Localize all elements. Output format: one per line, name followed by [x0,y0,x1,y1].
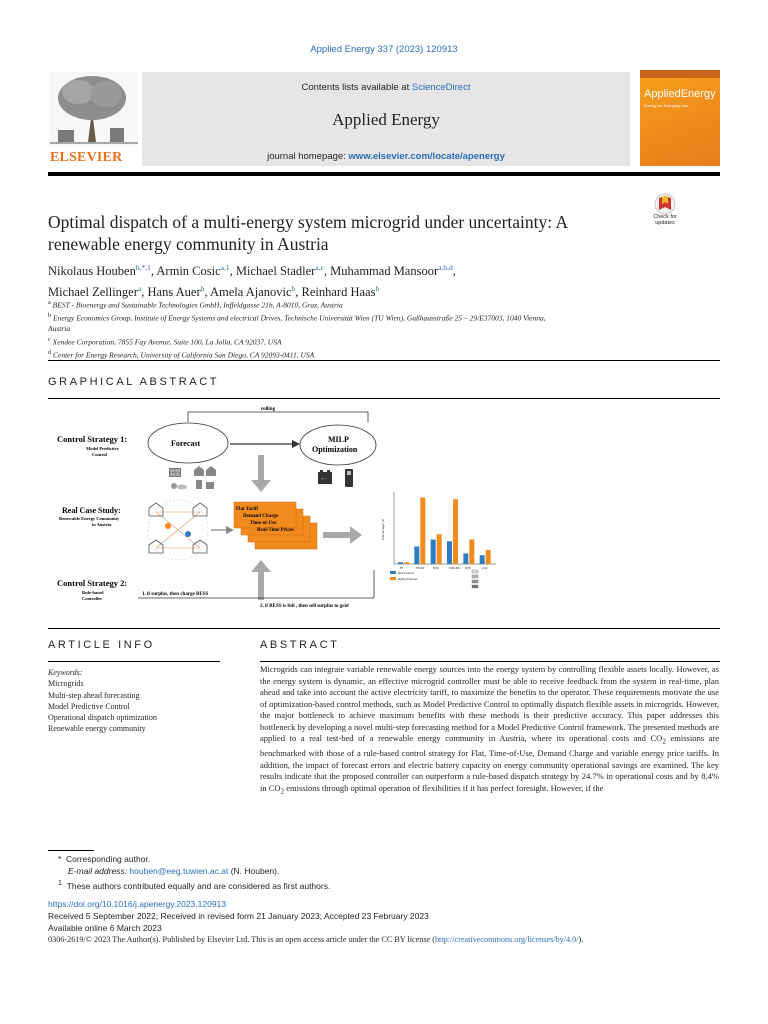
x-tick-label: FT-DC [416,566,425,570]
author-list [48,259,668,301]
down-arrow-icon [251,455,271,492]
abstract-subscript: 2 [280,787,285,796]
community-network-diagram [148,500,208,560]
strategy1-title: Control Strategy 1: [57,434,128,444]
abstract-rule [260,661,720,662]
legend-swatch-real [390,571,396,574]
abstract-part-1: Microgrids can integrate variable renewable energy sources into the energy system by controlling flexible assets locally. However, as the energy system is dynamic, an effective microgrid controller must be able to receive feedback from the system in real-time, plan ahead and take into account the active electricity tariff, to maximize the benefits to the operator. These requirements motivate the use of optimization-based control methods, such as Model Predictive Control to optimally dispatch flexible assets in microgrids. However, the major bottleneck to achieve maximum benefits with these methods is their predictive accuracy. This paper addresses this bottleneck by developing a novel multi-step forecasting method for a Model Predictive Control framework. The presented methods are applied to a real test-bed of a renewable energy community in Austria, where its operational costs and CO [260,664,719,743]
affiliation-item [48,348,548,361]
bar-co2-real [480,555,485,564]
corresponding-author-note: * Corresponding author. [58,854,151,864]
email-note [48,865,720,877]
bar-ft-dc-real [414,547,419,565]
author-affiliation-mark[interactable]: a [137,284,142,294]
affiliation-key: b [48,312,52,319]
x-tick-label: RTP [465,566,471,570]
keyword-item: Operational dispatch optimization [48,713,157,723]
author-name[interactable]: Nikolaus Houben [48,264,136,279]
up-arrow-icon [251,560,271,600]
bar-tou-real [431,540,436,565]
affiliation-item [48,298,548,311]
charger-icon [345,469,353,487]
journal-reference[interactable]: Applied Energy 337 (2023) 120913 [310,44,458,55]
affiliation-item [48,335,548,348]
case-study-sub2: in Austria [92,522,112,527]
email-suffix: (N. Houben). [228,866,280,876]
contents-line [142,82,630,93]
cover-subtitle: Energy for Everyday Use [644,103,689,108]
publication-info [48,898,748,946]
affiliation-item [48,311,548,335]
copyright-line [48,934,748,946]
masthead [48,70,720,174]
building-icon [196,480,214,489]
bar-rtp-perfect [469,540,474,565]
keyword-item: Model Predictive Control [48,701,130,711]
right-arrow-icon [323,526,362,544]
legend-label-real: Real forecast [398,571,414,575]
legend-label-perfect: Perfect Forecast [398,577,418,581]
legend-swatch-perfect [390,577,396,580]
milp-label-2: Optimization [312,445,358,454]
chart-ylabel: Cost Savings (%) [381,519,385,540]
bar-tou-dc-perfect [453,499,458,564]
abstract-part-3: emissions through optimal operation of flexibilities if it has perfect foresight. However, if the [284,782,604,793]
journal-cover-image[interactable] [640,70,720,166]
svg-text:+ −: + − [321,476,327,481]
abstract-heading: ABSTRACT [260,639,340,651]
footnotes [48,853,720,892]
article-info-rule [48,661,220,662]
footnote-rule [48,850,94,851]
author-separator: , [229,264,236,279]
author-name[interactable]: Amela Ajanovic [209,285,292,300]
abstract-part-2: emissions are benchmarked with those of a rule-based control strategy for Flat, Time-of-Use, Demand Charge and variable energy price tariffs. In addition, the impact of forecast errors and electric battery capacity on energy community operational savings are examined. The key results indicate that the proposed controller can outperform a rule-based dispatch strategy by 24.7% in operational costs and by 8.4% in CO [260,733,719,793]
cost-savings-chart [381,492,496,588]
author-name[interactable]: Armin Cosic [156,264,221,279]
doi-link[interactable]: https://doi.org/10.1016/j.apenergy.2023.120913 [48,899,227,909]
tariff-label-1: Demand Charge [243,514,279,519]
hatch-legend-icon [472,570,478,588]
copyright-suffix: ). [578,935,584,944]
milp-label-1: MILP [328,435,349,444]
homepage-line [142,151,630,162]
author-affiliation-mark[interactable]: a,1 [220,263,230,272]
check-for-updates-icon [645,193,685,215]
check-for-updates-badge[interactable] [645,193,685,229]
equal-contribution-text: These authors contributed equally and are considered as first authors. [66,880,331,891]
author-affiliation-mark[interactable]: b [200,284,205,294]
author-name[interactable]: Muhammad Mansoor [330,264,439,279]
keyword-item: Renewable energy community [48,724,146,734]
masthead-rule [48,172,720,176]
author-separator: , [204,285,210,300]
bar-rtp-real [463,554,468,565]
equal-contribution-note [48,877,720,892]
elsevier-tree-logo [48,70,140,170]
tariff-label-0: Flat Tariff [236,507,259,512]
author-name[interactable]: Michael Zellinger [48,285,138,300]
forecast-label: Forecast [171,439,201,448]
battery-icon [318,470,332,484]
x-tick-label: TOU [432,566,439,570]
house-icon [194,466,216,476]
author-affiliation-mark[interactable]: b,*,1 [135,263,151,272]
author-name[interactable]: Hans Auer [147,285,201,300]
received-dates: Received 5 September 2022; Received in revised form 21 January 2023; Accepted 23 February 2023 [48,911,429,921]
author-separator: , [323,264,331,279]
x-tick-label: CO2 [481,566,488,570]
author-affiliation-mark[interactable]: b [375,284,380,294]
author-separator: , [150,264,157,279]
affiliation-key: a [48,299,51,306]
cover-band [640,70,720,78]
rule-1-label: 1. if surplus, then charge BESS [142,592,209,597]
affiliation-text: Energy Economics Group, Institute of Energy Systems and electrical Drives, Technische Universität Wien (TU Wien), Gußhausstraße 25 – 29/E37003, 1040 Vienna, Austria [48,313,546,333]
keywords-block [48,667,228,735]
strategy2-title: Control Strategy 2: [57,578,128,588]
keyword-item: Multi-step ahead forecasting [48,690,140,700]
graphical-abstract-figure [48,400,720,622]
article-title: Optimal dispatch of a multi-energy system microgrid under uncertainty: A renewable energy community in Austria [48,212,568,254]
strategy2-sub2: Controller [82,596,103,601]
corresponding-author-text: Corresponding author. [66,854,151,864]
author-separator: , [295,285,302,300]
case-study-title: Real Case Study: [62,506,121,515]
affiliation-text: BEST - Bioenergy and Sustainable Technologies GmbH, Inffeldgasse 21b, A-8010, Graz, Austria [52,300,343,310]
elsevier-wordmark: ELSEVIER [50,150,123,165]
available-online: Available online 6 March 2023 [48,923,162,933]
author-name[interactable]: Michael Stadler [235,264,316,279]
check-for-updates-label: Check for updates [653,214,677,226]
affiliation-key: d [48,348,52,356]
rolling-label: rolling [261,407,276,412]
copyright-prefix: 0306-2619/© 2023 The Author(s). Published by Elsevier Ltd. This is an open access article under the CC BY license ( [48,935,435,944]
license-link[interactable]: http://creativecommons.org/licenses/by/4.0/ [434,935,579,944]
abstract-subscript: 2 [662,737,666,746]
bar-ft-dc-perfect [420,498,425,565]
email-label: E-mail address: [68,866,130,876]
case-study-sub1: Renewable Energy Community [59,516,120,521]
tariff-label-2: Time-of-Use [250,521,277,526]
author-name[interactable]: Reinhard Haas [301,285,376,300]
bar-tou-perfect [437,534,442,564]
strategy1-sub2: Control [92,452,107,457]
x-tick-label: FT [400,566,404,570]
footnote-mark: 1 [58,879,62,887]
section-rule [48,628,720,629]
bar-ft-real [398,562,403,564]
author-affiliation-mark[interactable]: b [291,284,296,294]
contents-prefix: Contents lists available at [301,82,412,93]
affiliation-key: c [48,335,51,343]
tariff-label-3: Real-Time Prices [257,528,294,533]
author-affiliation-mark[interactable]: a,b,d [438,263,453,272]
tree-icon [48,70,140,150]
strategy1-sub1: Model Predictive [86,446,119,451]
keyword-item: Microgrids [48,679,84,689]
bar-tou-dc-real [447,541,452,564]
graphical-abstract-heading: GRAPHICAL ABSTRACT [48,376,220,388]
section-rule [48,360,720,361]
bar-co2-perfect [486,550,491,564]
author-separator: , [141,285,148,300]
sun-cloud-icon [171,483,187,490]
tariff-stack [234,502,317,549]
affiliation-text: Center for Energy Research, University of California San Diego, CA 92093-0411, USA [53,350,315,359]
email-link[interactable]: houben@eeg.tuwien.ac.at [129,866,229,876]
article-info-heading: ARTICLE INFO [48,639,155,651]
author-affiliation-mark[interactable]: a,c [315,263,324,272]
sciencedirect-link[interactable]: ScienceDirect [411,82,471,93]
homepage-prefix: journal homepage: [267,151,349,162]
bar-ft-perfect [404,562,409,564]
rule-2-label: 2. if BESS is full , then sell surplus to grid [260,604,349,609]
x-tick-label: TOU-DC [449,566,461,570]
journal-name: Applied Energy [332,110,440,129]
affiliation-text: Xendee Corporation, 7855 Fay Avenue, Suite 100, La Jolla, CA 92037, USA [52,337,282,346]
affiliations [48,298,548,361]
homepage-link[interactable]: www.elsevier.com/locate/apenergy [348,151,505,162]
solar-panel-icon [169,468,181,477]
cover-title: AppliedEnergy [644,88,716,100]
section-rule [48,398,720,399]
keywords-label: Keywords: [48,668,83,677]
author-separator: , [452,264,456,279]
abstract-text [260,664,719,798]
graphical-abstract-svg [48,400,720,622]
journal-info-box [142,72,630,166]
strategy2-sub1: Rule-based [82,590,104,595]
